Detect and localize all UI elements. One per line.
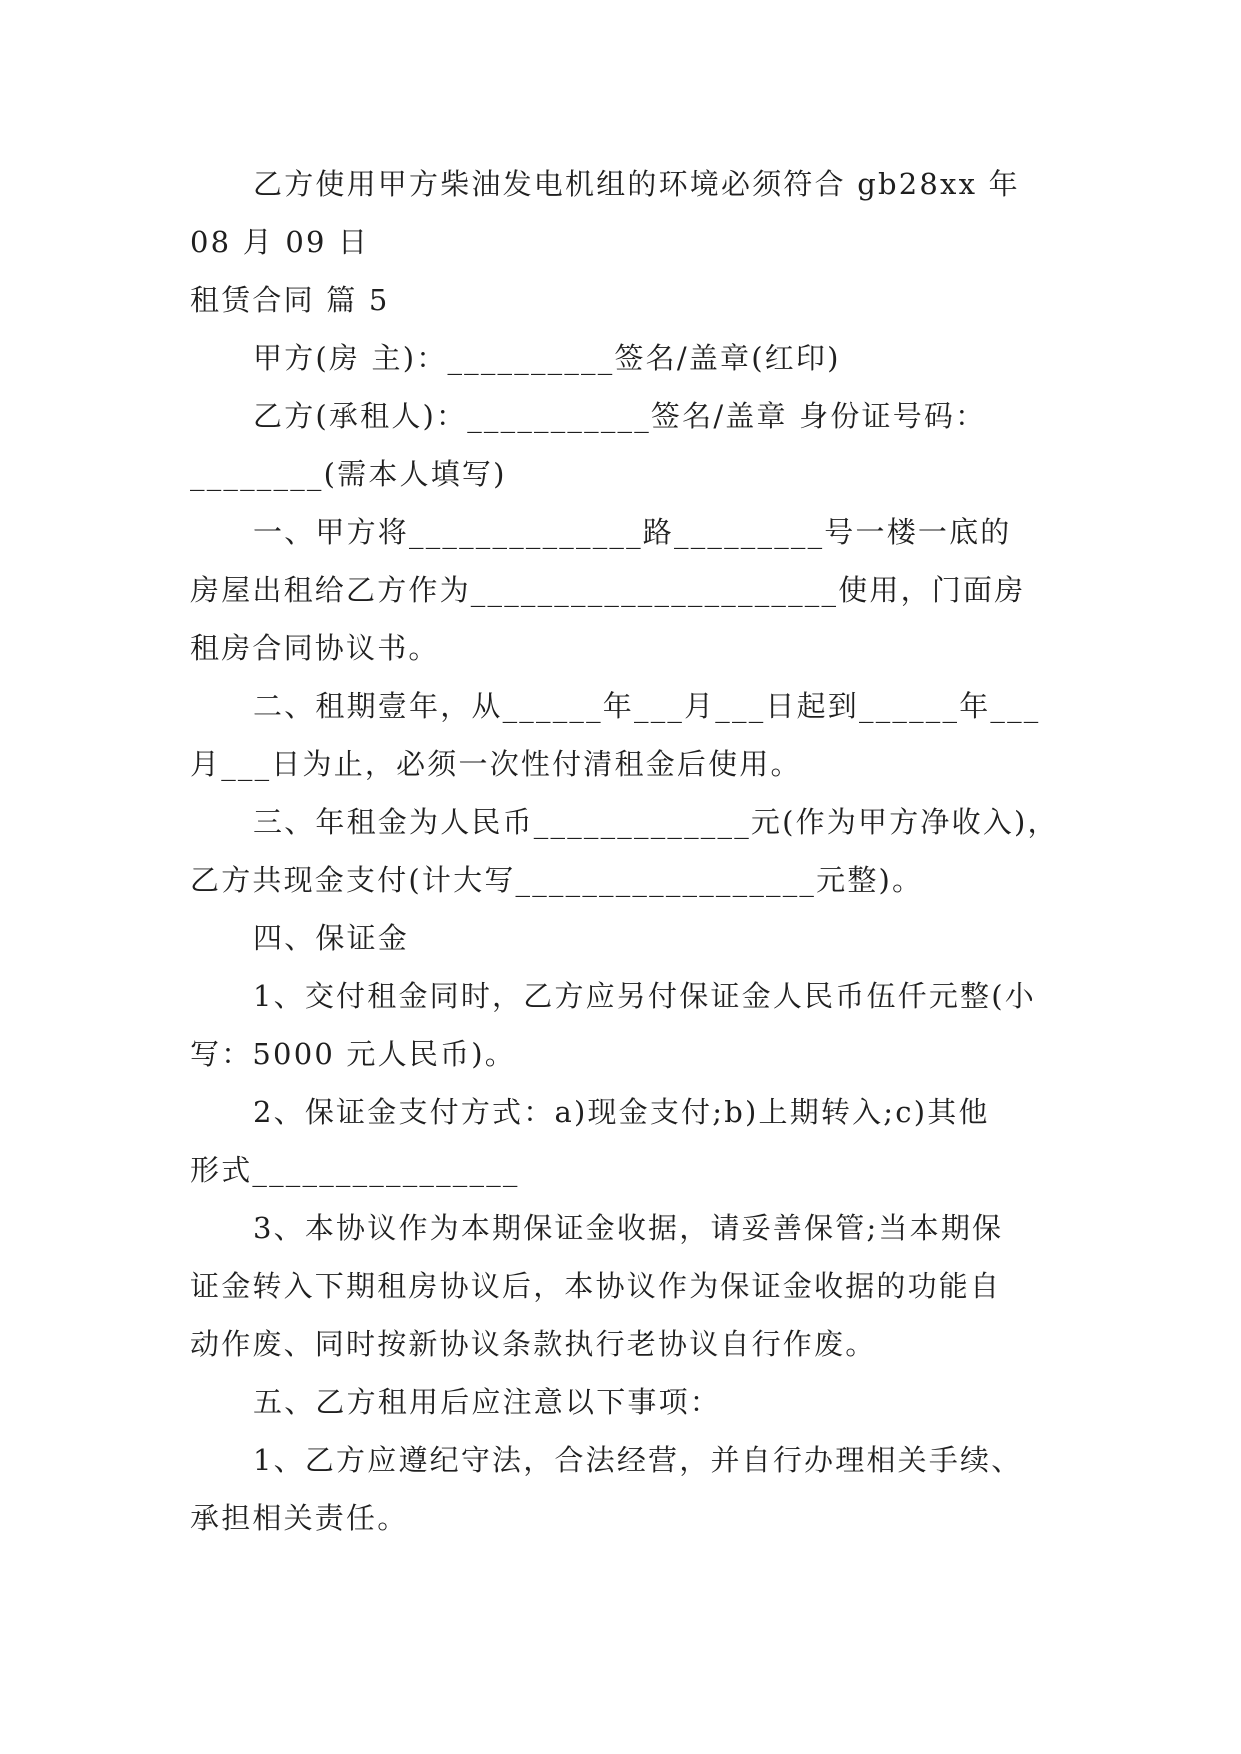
document-body xyxy=(190,155,1060,1547)
text-line: 月___日为止，必须一次性付清租金后使用。 xyxy=(190,747,802,781)
text-line: 动作废、同时按新协议条款执行老协议自行作废。 xyxy=(190,1327,877,1361)
text-line: 四、保证金 xyxy=(253,921,410,955)
text-line: 二、租期壹年，从______年___月___日起到______年___ xyxy=(253,689,1041,723)
text-line: 租房合同协议书。 xyxy=(190,631,440,665)
text-line: 3、本协议作为本期保证金收据，请妥善保管;当本期保 xyxy=(253,1211,1004,1245)
text-line: 三、年租金为人民币_____________元(作为甲方净收入)， xyxy=(253,805,1059,839)
text-line: 五、乙方租用后应注意以下事项： xyxy=(253,1385,722,1419)
text-line: 08 月 09 日 xyxy=(190,225,370,259)
text-line: 承担相关责任。 xyxy=(190,1501,409,1535)
text-line: 写：5000 元人民币)。 xyxy=(190,1037,516,1071)
text-line: 甲方(房 主)：__________签名/盖章(红印) xyxy=(253,341,841,375)
text-line: 一、甲方将______________路_________号一楼一底的 xyxy=(253,515,1012,549)
text-line: 证金转入下期租房协议后，本协议作为保证金收据的功能自 xyxy=(190,1269,1002,1303)
text-line: 1、交付租金同时，乙方应另付保证金人民币伍仟元整(小 xyxy=(253,979,1036,1013)
text-line: 形式________________ xyxy=(190,1153,520,1187)
text-line: ________(需本人填写) xyxy=(190,457,507,491)
text-line: 乙方共现金支付(计大写__________________元整)。 xyxy=(190,863,924,897)
section-heading: 租赁合同 篇 5 xyxy=(190,283,390,317)
text-line: 房屋出租给乙方作为______________________使用，门面房 xyxy=(190,573,1026,607)
text-line: 2、保证金支付方式：a)现金支付;b)上期转入;c)其他 xyxy=(253,1095,990,1129)
text-line: 乙方使用甲方柴油发电机组的环境必须符合 gb28xx 年 xyxy=(253,167,1020,201)
text-line: 乙方(承租人)：___________签名/盖章 身份证号码： xyxy=(253,399,987,433)
text-line: 1、乙方应遵纪守法，合法经营，并自行办理相关手续、 xyxy=(253,1443,1023,1477)
